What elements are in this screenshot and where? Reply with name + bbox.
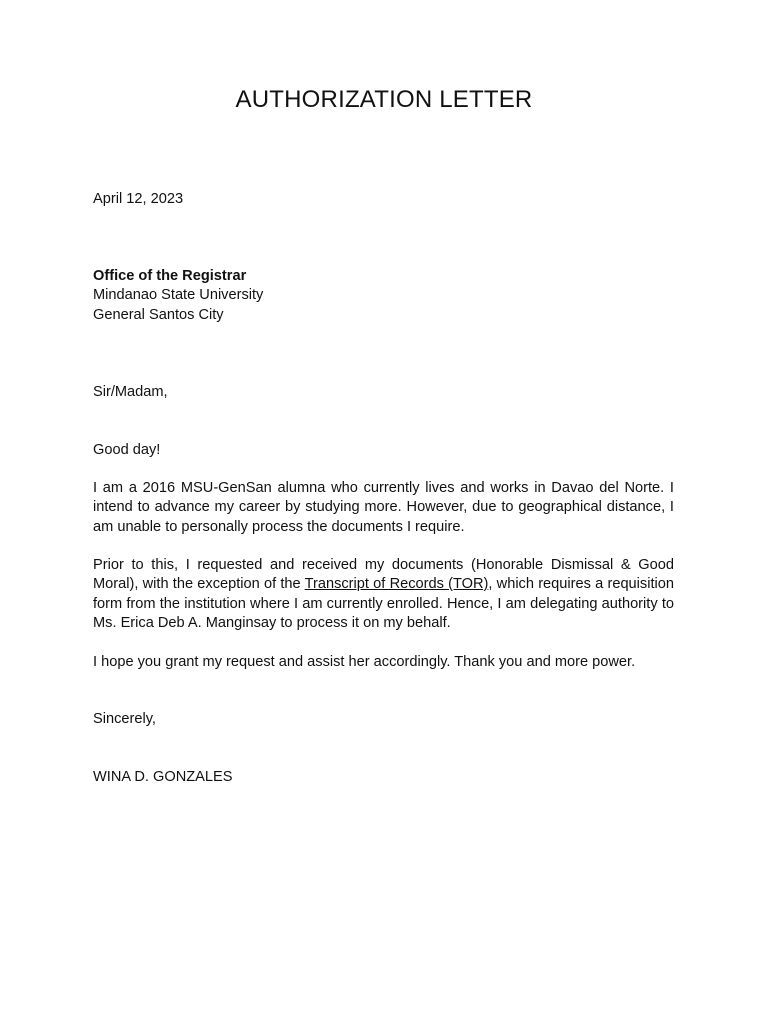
paragraph-2-before: Prior to this, I requested and received my documents (Honorable Dismissal & Good Moral), with the exception of the bbox=[93, 557, 674, 593]
letter-date: April 12, 2023 bbox=[93, 191, 184, 207]
recipient-line-2: General Santos City bbox=[93, 306, 224, 323]
body-paragraph-1: I am a 2016 MSU-GenSan alumna who currently lives and works in Davao del Norte. I intend to advance my career by studying more. However, due to geographical distance, I am unable to personally process the documents I require. bbox=[93, 480, 674, 535]
letter-title: AUTHORIZATION LETTER bbox=[235, 86, 533, 113]
paragraph-2-after: , which requires a requisition form from the institution where I am currently enrolled. Hence, I am delegating authority to Ms. Erica Deb A. Manginsay to process it on my behalf. bbox=[93, 576, 674, 631]
body-paragraph-3: I hope you grant my request and assist her accordingly. Thank you and more power. bbox=[93, 654, 636, 670]
recipient-line-1: Mindanao State University bbox=[93, 287, 264, 304]
body-paragraph-2 bbox=[93, 556, 674, 633]
tor-underlined-text: Transcript of Records (TOR) bbox=[304, 576, 489, 593]
recipient-office: Office of the Registrar bbox=[93, 268, 247, 284]
salutation: Sir/Madam, bbox=[93, 384, 168, 400]
closing: Sincerely, bbox=[93, 711, 156, 727]
recipient-address bbox=[93, 267, 674, 325]
signer-name: WINA D. GONZALES bbox=[93, 769, 233, 785]
greeting: Good day! bbox=[93, 442, 161, 458]
